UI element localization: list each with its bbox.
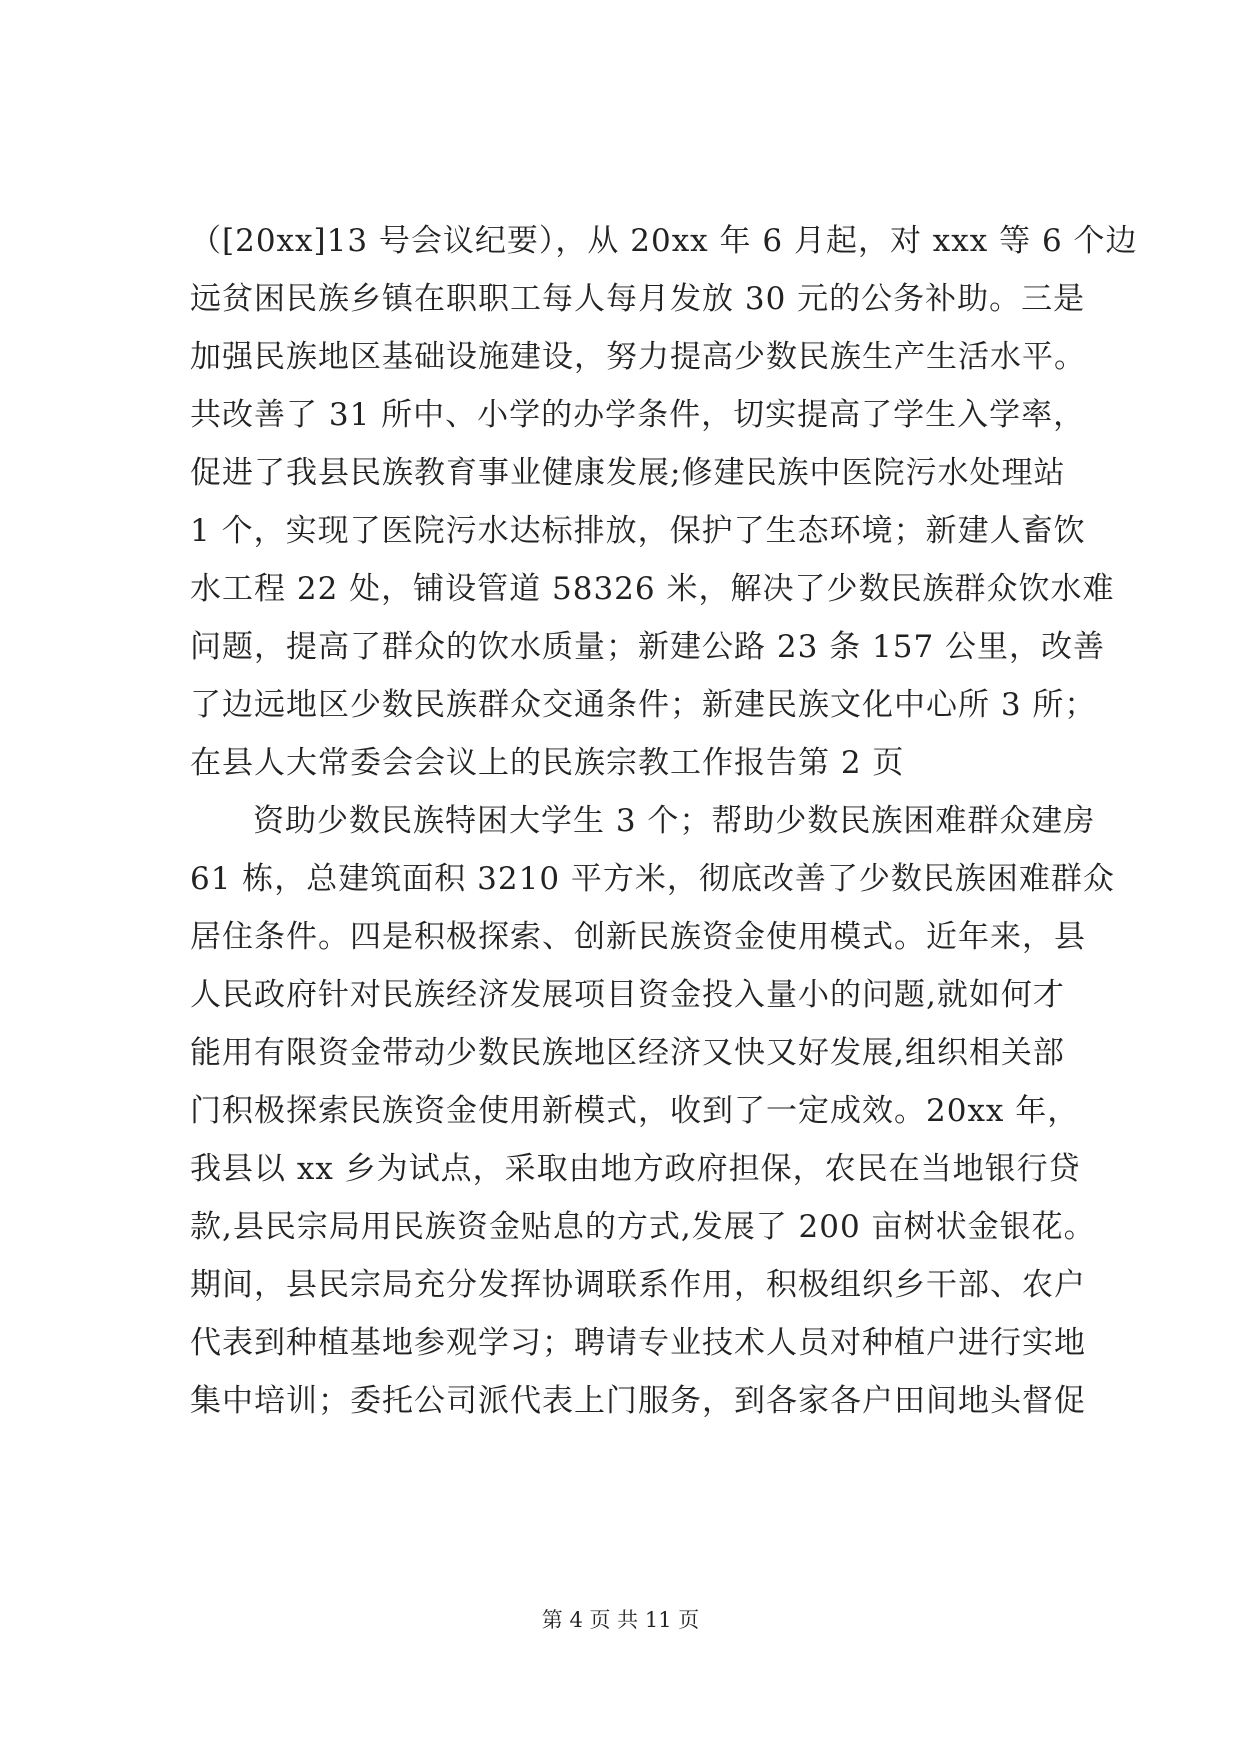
body-text-line: 集中培训；委托公司派代表上门服务，到各家各户田间地头督促 xyxy=(190,1383,1086,1419)
body-text-line: 代表到种植基地参观学习；聘请专业技术人员对种植户进行实地 xyxy=(190,1325,1086,1361)
page-reference-line: 在县人大常委会会议上的民族宗教工作报告第 2 页 xyxy=(190,745,905,781)
body-text-line: 共改善了 31 所中、小学的办学条件，切实提高了学生入学率， xyxy=(190,397,1086,433)
body-text-line: 居住条件。四是积极探索、创新民族资金使用模式。近年来，县 xyxy=(190,919,1086,955)
body-text-line: 61 栋，总建筑面积 3210 平方米，彻底改善了少数民族困难群众 xyxy=(190,861,1115,897)
page-number-footer: 第 4 页 共 11 页 xyxy=(541,1608,700,1632)
body-text-line: 水工程 22 处，铺设管道 58326 米，解决了少数民族群众饮水难 xyxy=(190,571,1115,607)
body-text-line: 人民政府针对民族经济发展项目资金投入量小的问题,就如何才 xyxy=(190,977,1065,1013)
body-text-line: 款,县民宗局用民族资金贴息的方式,发展了 200 亩树状金银花。 xyxy=(190,1209,1096,1245)
body-text-line: 1 个，实现了医院污水达标排放，保护了生态环境；新建人畜饮 xyxy=(190,513,1086,549)
body-text-line: （[20xx]13 号会议纪要），从 20xx 年 6 月起，对 xxx 等 6 个边 xyxy=(190,223,1138,259)
body-text-line: 能用有限资金带动少数民族地区经济又快又好发展,组织相关部 xyxy=(190,1035,1065,1071)
body-text-line: 问题，提高了群众的饮水质量；新建公路 23 条 157 公里，改善 xyxy=(190,629,1106,665)
body-text-line: 我县以 xx 乡为试点，采取由地方政府担保，农民在当地银行贷 xyxy=(190,1151,1081,1187)
body-text-line: 期间，县民宗局充分发挥协调联系作用，积极组织乡干部、农户 xyxy=(190,1267,1086,1303)
body-text-line: 了边远地区少数民族群众交通条件；新建民族文化中心所 3 所； xyxy=(190,687,1097,723)
body-text-line: 促进了我县民族教育事业健康发展;修建民族中医院污水处理站 xyxy=(190,455,1066,491)
body-text-line: 远贫困民族乡镇在职职工每人每月发放 30 元的公务补助。三是 xyxy=(190,281,1086,317)
body-text-line: 门积极探索民族资金使用新模式，收到了一定成效。20xx 年， xyxy=(190,1093,1080,1129)
paragraph-first-line: 资助少数民族特困大学生 3 个；帮助少数民族困难群众建房 xyxy=(253,803,1096,839)
body-text-line: 加强民族地区基础设施建设，努力提高少数民族生产生活水平。 xyxy=(190,339,1086,375)
